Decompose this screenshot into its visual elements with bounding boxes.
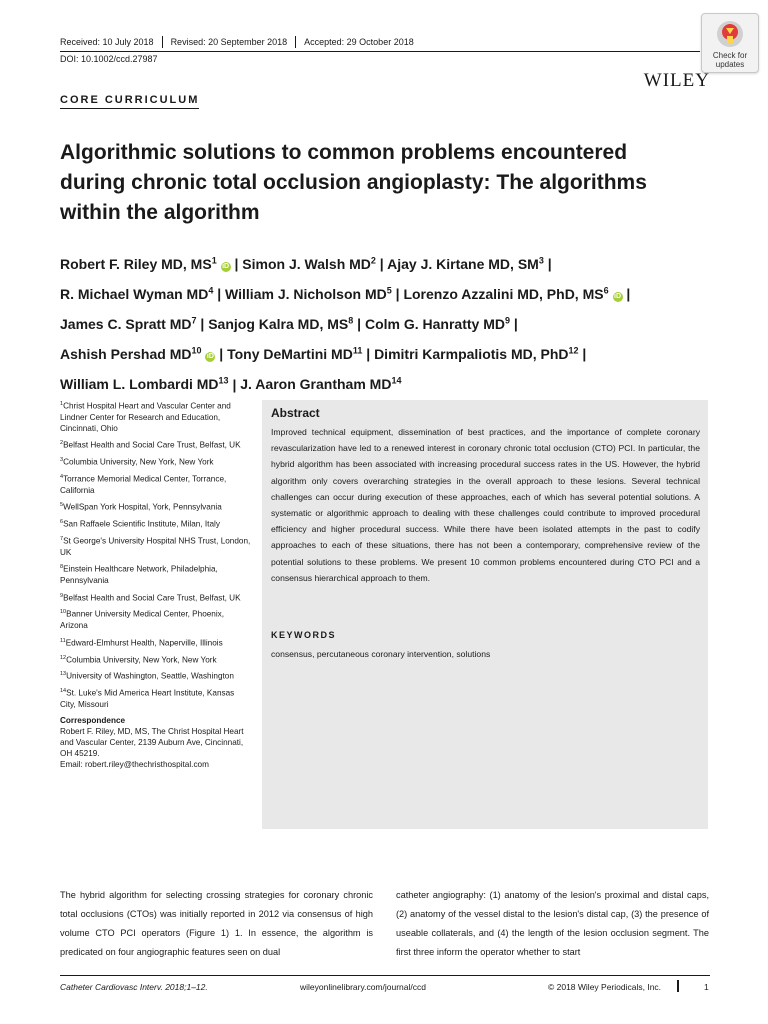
affiliation-item: $^{10}$Banner University Medical Center, Phoenix, Arizona (60, 609, 225, 631)
correspondence-text: Robert F. Riley, MD, MS, The Christ Hospital Heart and Vascular Center, 2139 Auburn Ave, Cincinnati, OH 45219. (60, 726, 244, 759)
abstract-heading: Abstract (271, 406, 320, 420)
author-name: James C. Spratt $MD^7$ (60, 315, 197, 332)
doi: DOI: 10.1002/ccd.27987 (60, 54, 158, 64)
author-name: Colm G. Hanratty $MD^9$ (364, 315, 510, 332)
affiliations (60, 399, 252, 771)
author-affiliation-sup: 11 (352, 345, 363, 356)
title-line: within the algorithm (60, 201, 260, 224)
author-affiliation-sup: 8 (348, 315, 354, 326)
author-affiliation-sup: 7 (191, 315, 197, 326)
correspondence-heading: Correspondence (60, 715, 126, 725)
affiliation-sup: 12 (60, 654, 67, 661)
author-list (60, 247, 710, 398)
title-line: Algorithmic solutions to common problems encountered (60, 141, 628, 164)
footer-divider (60, 975, 710, 976)
publisher-logo: WILEY (643, 70, 710, 91)
author-affiliation-sup: 13 (218, 375, 229, 386)
article-title (60, 138, 700, 228)
affiliation-list (60, 399, 252, 711)
body-column-left: The hybrid algorithm for selecting crossing strategies for coronary chronic total occlusions (CTOs) was initially reported in 2012 via consensus of high volume CTO PCI operators (Figure 1) 1. In essence, the algorithm is predicated on four angiographic features seen on dual (60, 890, 373, 957)
affiliation-item: $^5$WellSpan York Hospital, York, Pennsylvania (60, 502, 222, 513)
copyright: © 2018 Wiley Periodicals, Inc. (548, 982, 662, 992)
affiliation-item: $^8$Einstein Healthcare Network, Philadelphia, Pennsylvania (60, 564, 218, 586)
affiliation-item: $^7$St George's University Hospital NHS Trust, London, UK (60, 536, 251, 558)
author-name: Lorenzo Azzalini MD, PhD, $MS^6$ (403, 285, 609, 302)
author-name: J. Aaron Grantham MD$^{14}$ (240, 375, 402, 393)
section-label: CORE CURRICULUM (60, 94, 199, 109)
author-affiliation-sup: 3 (538, 255, 544, 265)
author-affiliation-sup: 4 (208, 285, 214, 296)
author-affiliation-sup: 2 (370, 255, 376, 265)
abstract-text: Improved technical equipment, dissemination of best practices, and the importance of complete coronary revascularization have led to a renewed interest in coronary chronic total occlusion (CTO) PCI. In particular, the hybrid algorithm has been associated with increasing procedural success rates in the US. However, the hybrid algorithm only covers overarching strategies in the overall approach to these lesions. Several technical challenges can occur during execution of these approaches, each of which has several potential solutions. A systematic or algorithmic approach to dealing with these challenges could contribute to improved procedural efficiency and higher procedural success. While there have been isolated attempts in the past to codify approaches to each of these situations, there has not been a contemporary, comprehensive review of the potential solutions to these problems. We present 10 common problems encountered during CTO PCI and a consensus hierarchical approach to them. (271, 427, 700, 583)
keywords-text: consensus, percutaneous coronary intervention, solutions (271, 649, 491, 659)
author-line: R. Michael Wyman $MD^4$ | William J. Nicholson $MD^5$ | Lorenzo Azzalini MD, PhD, $MS^6$ iD | (60, 285, 631, 302)
check-for-updates-button[interactable] (701, 13, 759, 73)
check-badge-label (713, 51, 747, 69)
author-line: William L. Lombardi MD$^{13}$ | J. Aaron Grantham MD$^{14}$ (60, 375, 402, 393)
received-date: Received: 10 July 2018 (60, 37, 154, 47)
article-dates (60, 36, 422, 48)
affiliation-sup: 2 (60, 440, 64, 447)
author-name: Robert F. Riley MD, $MS^1$ (60, 255, 217, 272)
author-name: Tony DeMartini MD$^{11}$ (227, 345, 363, 363)
header-divider (60, 51, 700, 52)
affiliation-item: $^{14}$St. Luke's Mid America Heart Institute, Kansas City, Missouri (60, 688, 235, 710)
affiliation-sup: 6 (60, 519, 64, 526)
affiliation-sup: 10 (60, 609, 67, 616)
affiliation-item: $^9$Belfast Health and Social Care Trust, Belfast, UK (60, 592, 241, 603)
affiliation-item: $^{11}$Edward-Elmhurst Health, Naperville, Illinois (60, 637, 223, 648)
affiliation-sup: 13 (60, 671, 67, 678)
author-name: Ajay J. Kirtane MD, $SM^3$ (387, 255, 544, 272)
affiliation-sup: 14 (60, 688, 67, 695)
affiliation-item: $^6$San Raffaele Scientific Institute, Milan, Italy (60, 519, 220, 530)
author-line: Ashish Pershad MD$^{10}$ iD | Tony DeMartini MD$^{11}$ | Dimitri Karmpaliotis MD, PhD$^{12}$ | (60, 345, 587, 363)
author-line: James C. Spratt $MD^7$ | Sanjog Kalra MD, $MS^8$ | Colm G. Hanratty $MD^9$ | (60, 315, 518, 332)
revised-date: Revised: 20 September 2018 (162, 36, 296, 48)
author-affiliation-sup: 14 (391, 375, 402, 386)
author-affiliation-sup: 12 (568, 345, 579, 356)
footer-bar (677, 980, 679, 992)
author-affiliation-sup: 5 (386, 285, 392, 296)
affiliation-sup: 8 (60, 564, 64, 571)
page-number: 1 (704, 982, 709, 992)
affiliation-item: $^{12}$Columbia University, New York, New York (60, 654, 217, 665)
affiliation-item: $^{13}$University of Washington, Seattle, Washington (60, 671, 234, 682)
journal-citation: Catheter Cardiovasc Interv. 2018;1–12. (60, 982, 208, 992)
author-affiliation-sup: 10 (191, 345, 202, 356)
correspondence-email[interactable]: Email: robert.riley@thechristhospital.com (60, 760, 209, 770)
affiliation-item: $^2$Belfast Health and Social Care Trust, Belfast, UK (60, 440, 241, 451)
crossmark-icon (715, 19, 745, 49)
orcid-icon[interactable]: iD (222, 262, 230, 270)
affiliation-sup: 11 (60, 637, 66, 644)
affiliation-sup: 7 (60, 536, 64, 543)
affiliation-sup: 1 (60, 401, 64, 407)
title-line: during chronic total occlusion angioplasty: The algorithms (60, 171, 647, 194)
author-name: Sanjog Kalra MD, $MS^8$ (208, 315, 354, 332)
keywords-heading: KEYWORDS (271, 630, 337, 640)
author-name: Simon J. Walsh $MD^2$ (242, 255, 376, 272)
check-badge-line2: updates (715, 60, 745, 69)
author-name: William J. Nicholson $MD^5$ (225, 285, 392, 302)
author-affiliation-sup: 9 (504, 315, 510, 326)
affiliation-sup: 4 (60, 474, 64, 481)
affiliation-sup: 3 (60, 457, 64, 464)
orcid-icon[interactable]: iD (614, 292, 621, 300)
affiliation-item: $^4$Torrance Memorial Medical Center, Torrance, California (60, 474, 227, 496)
orcid-icon[interactable]: iD (206, 353, 214, 361)
author-affiliation-sup: 6 (603, 285, 609, 296)
author-name: Dimitri Karmpaliotis MD, PhD$^{12}$ (374, 345, 579, 363)
check-badge-line1: Check for (712, 51, 748, 60)
affiliation-item: $^1$Christ Hospital Heart and Vascular Center and Lindner Center for Research and Education, Cincinnati, Ohio (60, 401, 231, 434)
affiliation-sup: 9 (60, 592, 64, 599)
affiliation-item: $^3$Columbia University, New York, New York (60, 457, 214, 468)
author-line: Robert F. Riley MD, $MS^1$ iD | Simon J. Walsh $MD^2$ | Ajay J. Kirtane MD, $SM^3$ | (60, 255, 552, 272)
affiliation-sup: 5 (60, 502, 64, 509)
journal-url[interactable]: wileyonlinelibrary.com/journal/ccd (300, 982, 426, 992)
body-column-right: catheter angiography: (1) anatomy of the lesion's proximal and distal caps, (2) anatomy of the vessel distal to the lesion's distal cap, (3) the presence of useable collaterals, and (4) the length of the lesion occlusion segment. The first three inform the operator whether to start (396, 890, 709, 957)
author-affiliation-sup: 1 (211, 255, 217, 265)
author-name: R. Michael Wyman $MD^4$ (60, 285, 214, 302)
accepted-date: Accepted: 29 October 2018 (295, 36, 422, 48)
author-name: William L. Lombardi MD$^{13}$ (60, 375, 229, 393)
author-name: Ashish Pershad MD$^{10}$ (60, 345, 202, 363)
